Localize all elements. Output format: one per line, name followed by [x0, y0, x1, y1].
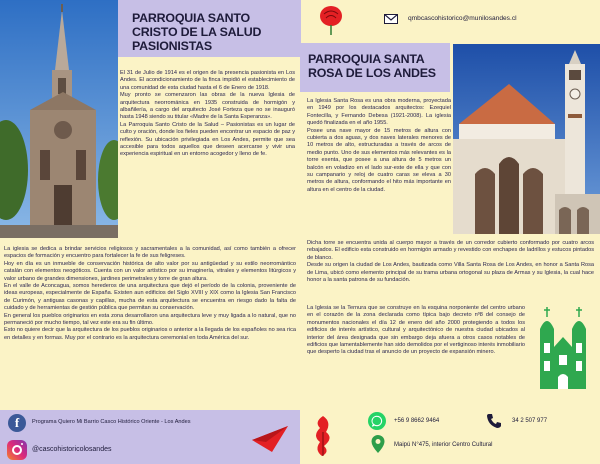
paragraph: Hoy en día es un inmueble de conservación histórica de alto valor por su antigüedad y su estilo neorromántico catalán con elementos neogóticos. Cuenta con un valor artístico por su imaginería, vitrales y elementos litúrgicos y valor urbano de grandes dimensiones, jardines perimetrales y torre de gran altura.: [4, 260, 296, 282]
paper-plane-icon: [250, 422, 290, 454]
facebook-icon[interactable]: f: [8, 414, 26, 432]
santa-rosa-church-photo: [453, 44, 600, 234]
church-icon: [532, 303, 594, 391]
santo-cristo-intro: [120, 70, 295, 159]
santo-cristo-church-photo: [0, 0, 118, 238]
paragraph: Posee una nave mayor de 15 metros de altura con cubierta a dos aguas, y dos naves laterales menores de 10 metros de alto, estructuradas a través de arcos de medio punto. Uno de sus elementos más relevantes es la torre exenta, que posee a una altura de 5 metros un balcón en voladizo en el lado sur-este de ella y que con su campanario y reloj de cuatro caras se eleva a 30 metros de altura, conformando el hito más importante en altura en el centro de la ciudad.: [307, 127, 451, 193]
rose-icon: [318, 4, 344, 36]
instagram-icon[interactable]: [7, 440, 27, 460]
whatsapp-icon[interactable]: [368, 412, 386, 430]
paragraph: Desde su origen la ciudad de Los Andes, bautizada como Villa Santa Rosa de Los Andes, en honor a Santa Rosa de Lima, ubicó como elemento principal de su trama urbana ortogonal su plaza de Armas y su Iglesia, la cual hace honor a la santa patrona de su fundación.: [307, 262, 594, 284]
paragraph: La iglesia se dedica a brindar servicios religiosos y sacramentales a la comunidad, así como también a ofrecer espacios de formación y encuentro para fortalecer la fe de sus feligreses.: [4, 246, 296, 260]
location-pin-icon[interactable]: [370, 434, 386, 454]
rose-icon: [310, 412, 336, 458]
address-text[interactable]: Maipú N°475, interior Centro Cultural: [394, 442, 493, 448]
paragraph: La Iglesia se la Ternura que se construye en la esquina norponiente del centro urbano en el corazón de la zona declarada como típica bajo decreto nº8 del consejo de monumentos nacionales el día 12 de enero del año 2000 protegiendo a todos los edificios de interés artístico, cultural y arquitectónico de nuestra ciudad ubicados al interior del área designada que sin embargo deja afuera a otros casos notables de edificios que lamentablemente han sido demolidos por el vertiginoso interés inmobiliario que desperto la ciudad tras el anuncio de un proyecto de expansión minero.: [307, 305, 525, 356]
phone-icon[interactable]: [485, 412, 503, 430]
paragraph: El 31 de Julio de 1914 es el origen de la presencia pasionista en Los Andes. El acondicionamiento de la finca impidió el establecimiento de una comunidad de esta ciudad hasta el 6 de Enero de 1918.: [120, 70, 295, 91]
santa-rosa-body: [307, 240, 594, 284]
envelope-icon[interactable]: [384, 14, 398, 24]
santa-rosa-title-box: [300, 43, 450, 92]
paragraph: En el valle de Aconcagua, somos herederos de una arquitectura que dejó el período de la colonia, proveniente de ideas europeas, especialmente de España. Existen aun edificios del Siglo XVIII y XIX como la Iglesia San Francisco de Curimón, y antiguas casonas y capillas, mucha de esta arquitectura se encuentra en riesgo dado la falta de cuidado y de herramientas de gestión pública que permitan su conservación.: [4, 283, 296, 312]
email-text[interactable]: qmbcascohistorico@munilosandes.cl: [408, 15, 517, 22]
santo-cristo-title: PARROQUIA SANTO CRISTO DE LA SALUD PASIONISTAS: [132, 11, 262, 53]
santo-cristo-title-box: [118, 0, 301, 57]
whatsapp-number[interactable]: +56 9 8662 9464: [394, 418, 440, 424]
paragraph: Muy pronto se comenzaron las obras de la nueva Iglesia de arquitectura neorrománica en 1935 construida de hormigón y albañilería, a cargo del arquitecto José Forteza que no se inauguró hasta 1948 siendo su titular «Madre de la Santa Esperanza».: [120, 92, 295, 121]
paragraph: Dicha torre se encuentra unida al cuerpo mayor a través de un corredor cubierto conformado por cuatro arcos rebajados. El edificio esta construido en hormigón armado y revestido con enchapes de ladrillos y estucos pintados de blanco.: [307, 240, 594, 261]
phone-number[interactable]: 34 2 507 977: [512, 418, 548, 424]
right-footer: [300, 400, 600, 464]
paragraph: La Parroquia Santo Cristo de la Salud – Pasionistas es un lugar de culto y oración, donde los fieles pueden encontrar un espacio de paz y reflexión. Su ubicación privilegiada en Los Andes, permite que sea accesible para todos aquellos que deseen acercarse y vivir una experiencia espiritual en un entorno acogedor y lleno de fe.: [120, 121, 295, 158]
santa-rosa-last-paragraph: [307, 305, 525, 357]
paragraph: Esto no quiere decir que la arquitectura de los pueblos originarios o anterior a la llegada de los españoles no sea rica en detalles y en formas. Muy por el contrario es la arquitectura ceremonial en toda América del sur.: [4, 327, 296, 341]
left-footer: [0, 410, 300, 464]
santa-rosa-title: PARROQUIA SANTA ROSA DE LOS ANDES: [308, 52, 436, 80]
santo-cristo-body: [4, 246, 296, 342]
facebook-text[interactable]: Programa Quiero Mi Barrio Casco Histórico Oriente - Los Andes: [32, 419, 191, 425]
paragraph: La Iglesia Santa Rosa es una obra moderna, proyectada en 1949 por los destacados arquitectos: Ezequiel Fontecilla, y Fernando Debesa (1921-2008). La iglesia quedó finalizada en el año 1955.: [307, 98, 451, 127]
instagram-text[interactable]: @cascohistoricolosandes: [32, 446, 112, 453]
paragraph: En general los pueblos originarios en esta zona desarrollaron una arquitectura leve y muy ligada a lo natural, que no permaneció por mucho tiempo, tal vez este era su fin último.: [4, 312, 296, 327]
santa-rosa-intro: [307, 98, 451, 194]
